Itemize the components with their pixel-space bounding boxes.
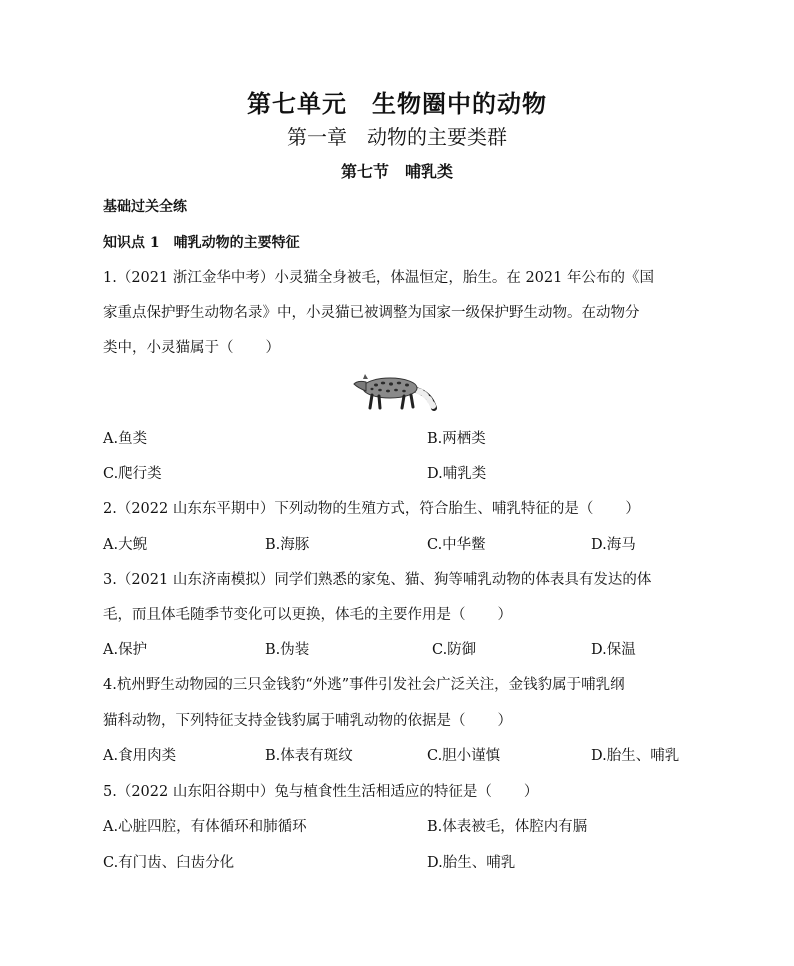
q4-option-b: B.体表有斑纹 <box>265 748 353 764</box>
q2-option-a: A.大鲵 <box>103 537 148 553</box>
q1-option-c: C.爬行类 <box>103 466 162 482</box>
q1-stem-end: 类中，小灵猫属于（ <box>103 340 234 356</box>
section-title: 第七节 哺乳类 <box>340 162 453 181</box>
q2-option-c: C.中华鳖 <box>427 537 486 553</box>
q3-paren-close: ） <box>497 607 512 623</box>
q3-option-b: B.伪装 <box>265 642 310 658</box>
q1-paren-close: ） <box>265 340 280 356</box>
q3-stem-end: 毛，而且体毛随季节变化可以更换，体毛的主要作用是（ <box>103 607 466 623</box>
q4-paren-close: ） <box>497 713 512 729</box>
unit-title: 第七单元 生物圈中的动物 <box>247 89 547 118</box>
q4-option-c: C.胆小谨慎 <box>427 748 501 764</box>
q5-stem: 5.（2022 山东阳谷期中）兔与植食性生活相适应的特征是（ <box>103 784 492 800</box>
q4-option-a: A.食用肉类 <box>103 748 177 764</box>
q1-option-d: D.哺乳类 <box>427 466 487 482</box>
q4-stem-end: 猫科动物，下列特征支持金钱豹属于哺乳动物的依据是（ <box>103 713 466 729</box>
q3-line-2 <box>103 603 512 624</box>
q1-option-b: B.两栖类 <box>427 431 486 447</box>
q3-option-c: C.防御 <box>432 642 477 658</box>
q5-option-a: A.心脏四腔，有体循环和肺循环 <box>103 819 307 835</box>
knowledge-point-title: 知识点 1 哺乳动物的主要特征 <box>103 235 300 251</box>
q2-option-d: D.海马 <box>591 537 636 553</box>
q5-paren-close: ） <box>523 784 539 800</box>
q5-option-d: D.胎生、哺乳 <box>427 855 516 871</box>
civet-illustration <box>352 364 444 416</box>
q2-paren-close: ） <box>625 501 640 517</box>
practice-title: 基础过关全练 <box>103 199 187 215</box>
q3-option-d: D.保温 <box>591 642 636 658</box>
q5-option-b: B.体表被毛，体腔内有膈 <box>427 819 588 835</box>
q2-option-b: B.海豚 <box>265 537 310 553</box>
q4-option-d: D.胎生、哺乳 <box>591 748 680 764</box>
q1-line-1: 1.（2021 浙江金华中考）小灵猫全身被毛，体温恒定，胎生。在 2021 年公布的《国 <box>103 270 654 286</box>
q2-stem: 2.（2022 山东东平期中）下列动物的生殖方式，符合胎生、哺乳特征的是（ <box>103 501 594 517</box>
chapter-title: 第一章 动物的主要类群 <box>287 125 507 149</box>
q4-line-2 <box>103 709 512 730</box>
q2-line-1 <box>103 497 640 518</box>
q5-option-c: C.有门齿、臼齿分化 <box>103 855 235 871</box>
q3-option-a: A.保护 <box>103 642 148 658</box>
q4-line-1: 4.杭州野生动物园的三只金钱豹“外逃”事件引发社会广泛关注，金钱豹属于哺乳纲 <box>103 677 625 693</box>
q3-line-1: 3.（2021 山东济南模拟）同学们熟悉的家兔、猫、狗等哺乳动物的体表具有发达的体 <box>103 572 652 588</box>
q1-line-3 <box>103 336 280 357</box>
q1-line-2: 家重点保护野生动物名录》中，小灵猫已被调整为国家一级保护野生动物。在动物分 <box>103 305 640 321</box>
q5-line-1 <box>103 780 538 801</box>
q1-option-a: A.鱼类 <box>103 431 148 447</box>
